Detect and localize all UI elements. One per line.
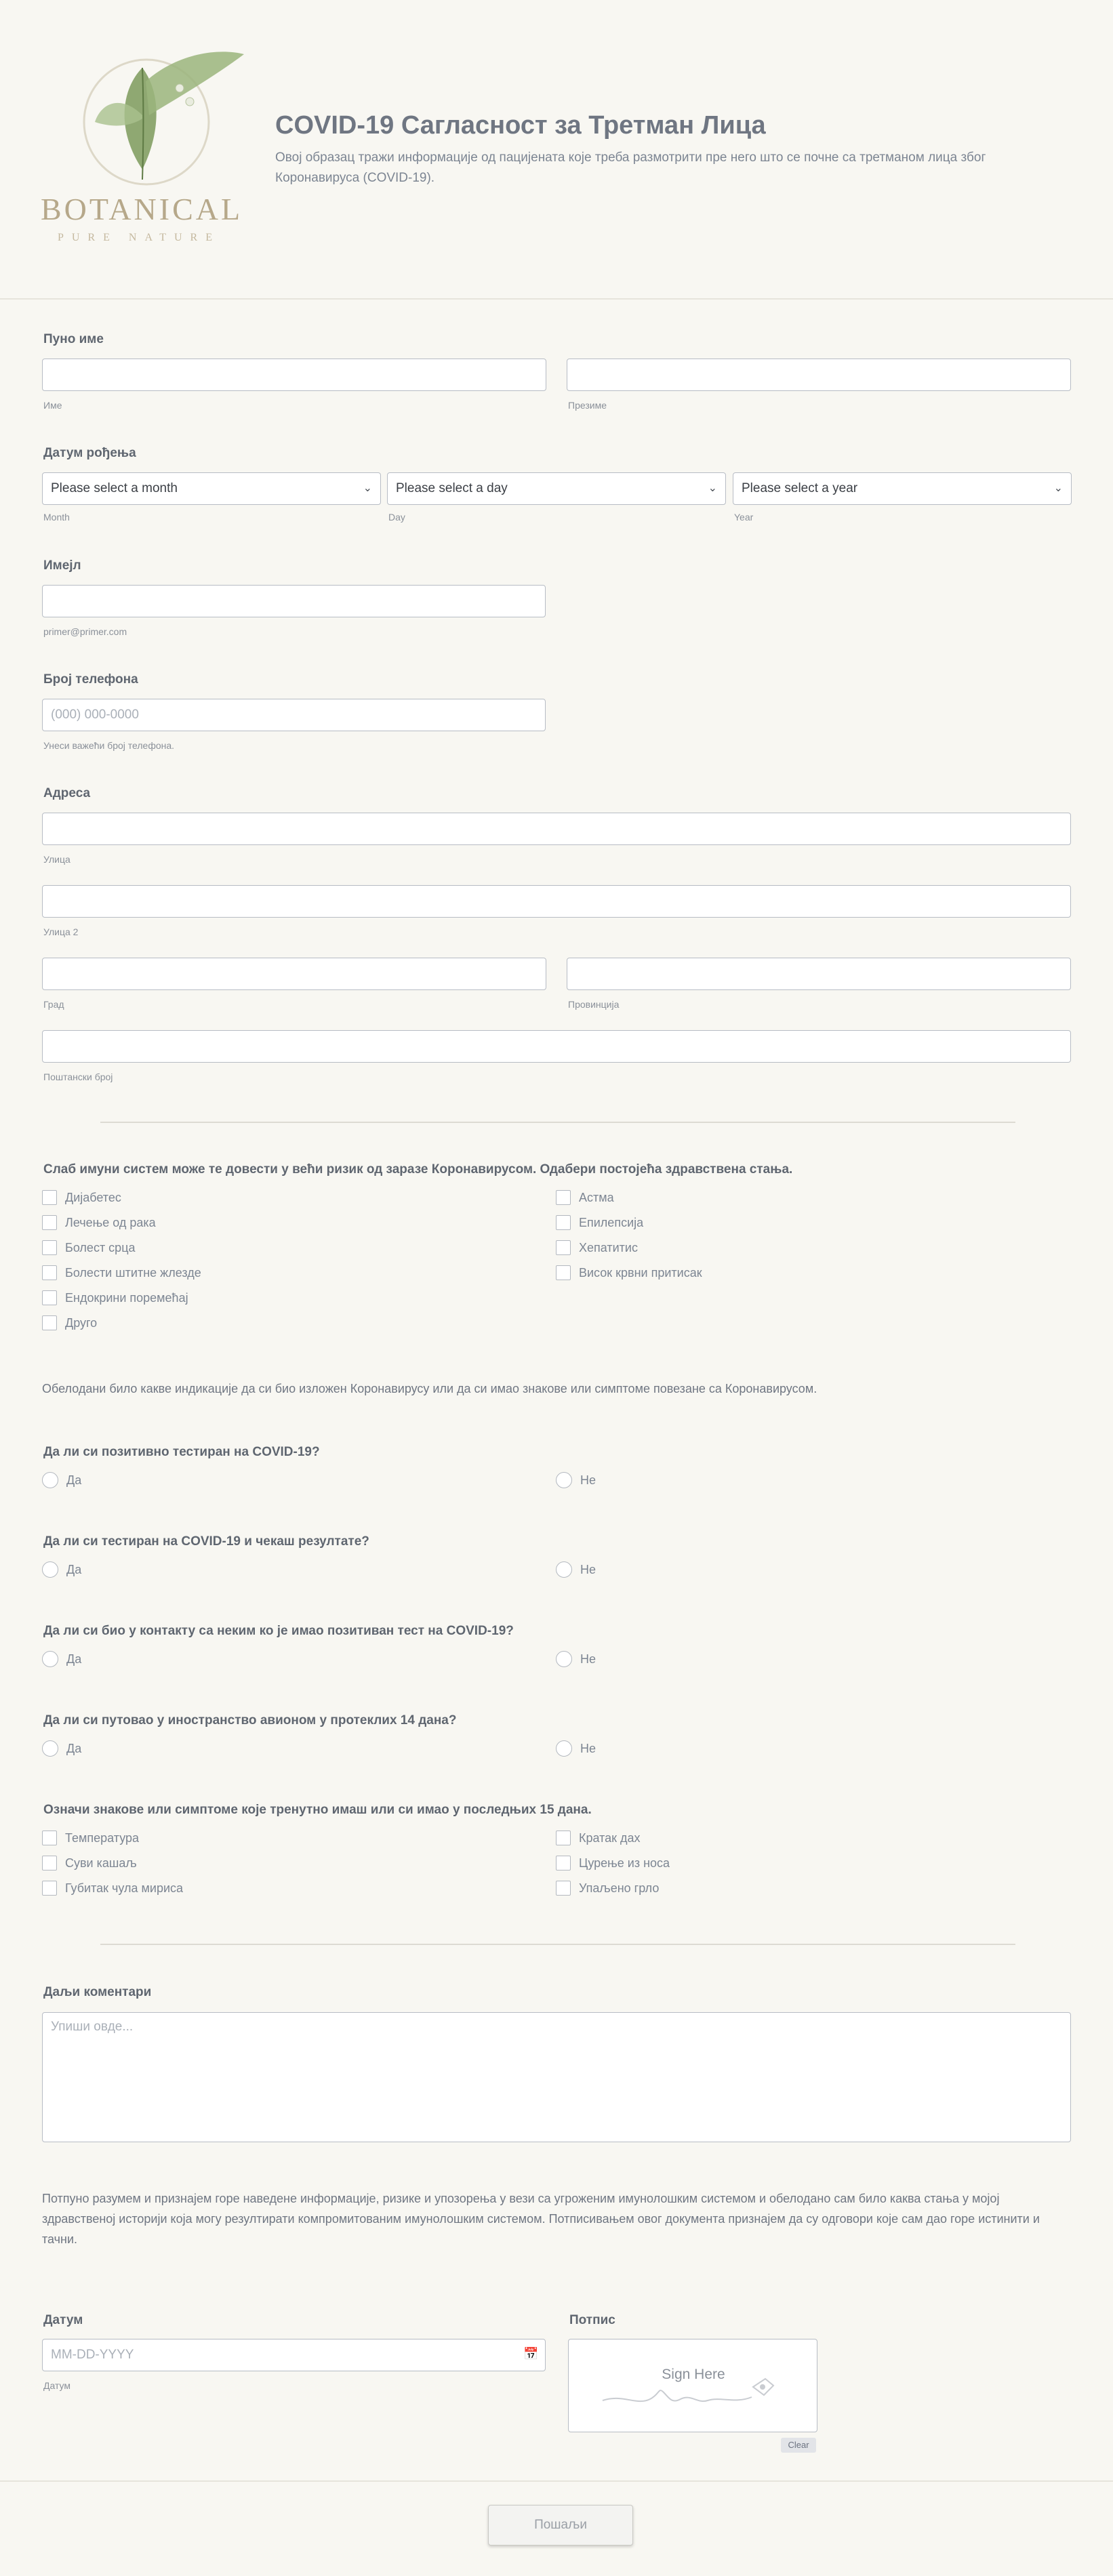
logo-tagline: PURE NATURE <box>57 232 220 243</box>
birth-month-value: Please select a month <box>51 481 178 495</box>
zip-sublabel: Поштански број <box>43 1071 113 1082</box>
checkbox-box[interactable] <box>556 1265 571 1280</box>
symptom-checkbox[interactable] <box>556 1830 641 1846</box>
checkbox-box[interactable] <box>42 1215 57 1230</box>
city-sublabel: Град <box>43 999 64 1010</box>
city-input[interactable] <box>42 958 546 990</box>
birth-year-select[interactable] <box>733 472 1072 505</box>
radio-no[interactable] <box>556 1740 596 1757</box>
phone-input[interactable] <box>42 699 546 731</box>
condition-checkbox[interactable] <box>556 1240 638 1256</box>
radio-label: Да <box>66 1562 82 1576</box>
first-name-sublabel: Име <box>43 400 62 411</box>
checkbox-box[interactable] <box>556 1881 571 1896</box>
last-name-sublabel: Презиме <box>568 400 607 411</box>
symptom-label: Кратак дах <box>579 1831 641 1845</box>
checkbox-box[interactable] <box>556 1831 571 1845</box>
zip-input[interactable] <box>42 1030 1071 1063</box>
radio-circle[interactable] <box>42 1561 58 1578</box>
birth-day-select[interactable] <box>387 472 726 505</box>
form-title: COVID-19 Сагласност за Третман Лица <box>275 111 766 140</box>
condition-checkbox[interactable] <box>556 1214 643 1231</box>
section-divider <box>100 1122 1015 1123</box>
calendar-icon[interactable]: 📅 <box>523 2347 539 2360</box>
condition-checkbox[interactable] <box>42 1315 97 1331</box>
condition-checkbox[interactable] <box>556 1265 702 1281</box>
radio-label: Не <box>580 1562 596 1576</box>
radio-circle[interactable] <box>42 1740 58 1757</box>
condition-label: Дијабетес <box>65 1190 121 1204</box>
radio-circle[interactable] <box>556 1561 572 1578</box>
address-label: Адреса <box>43 786 91 800</box>
radio-yes[interactable] <box>42 1561 81 1578</box>
condition-label: Друго <box>65 1315 98 1330</box>
birth-date-label: Датум рођења <box>43 446 136 460</box>
province-input[interactable] <box>567 958 1071 990</box>
leaf-logo-icon <box>41 41 258 197</box>
radio-yes[interactable] <box>42 1471 81 1489</box>
last-name-input[interactable] <box>567 359 1071 391</box>
yes-no-question: Да ли си био у контакту са неким ко је имао позитиван тест на COVID-19? <box>43 1624 514 1638</box>
yes-no-question: Да ли си тестиран на COVID-19 и чекаш резултате? <box>43 1534 369 1549</box>
condition-label: Лечење од рака <box>65 1215 156 1229</box>
date-label: Датум <box>43 2313 83 2327</box>
radio-label: Не <box>580 1741 596 1755</box>
condition-label: Хепатитис <box>579 1240 638 1254</box>
footer-divider <box>0 2480 1113 2482</box>
birth-month-select[interactable] <box>42 472 381 505</box>
checkbox-box[interactable] <box>42 1831 57 1845</box>
birth-month-sublabel: Month <box>43 512 70 523</box>
condition-checkbox[interactable] <box>42 1290 188 1306</box>
radio-circle[interactable] <box>556 1740 572 1757</box>
condition-checkbox[interactable] <box>42 1189 121 1206</box>
comments-textarea[interactable] <box>42 2012 1071 2142</box>
birth-day-sublabel: Day <box>388 512 405 523</box>
yes-no-question: Да ли си путовао у иностранство авионом у протеклих 14 дана? <box>43 1713 457 1727</box>
radio-label: Не <box>580 1652 596 1666</box>
date-input[interactable] <box>42 2339 546 2371</box>
sign-here-text: Sign Here <box>662 2367 725 2382</box>
form-subtitle: Овој образац тражи информације од пацијената које треба размотрити пре него што се почне са третманом лица због Коронавируса (COVID-19). <box>275 150 986 185</box>
condition-label: Висок крвни притисак <box>579 1265 702 1280</box>
condition-checkbox[interactable] <box>556 1189 614 1206</box>
botanical-logo <box>41 41 258 258</box>
checkbox-box[interactable] <box>42 1290 57 1305</box>
birth-day-value: Please select a day <box>396 481 508 495</box>
province-sublabel: Провинција <box>568 999 620 1010</box>
symptom-label: Цурење из носа <box>579 1856 670 1870</box>
exposure-note: Обелодани било какве индикације да си био изложен Коронавирусу или да си имао знакове или симптоме повезане са Коронавирусом. <box>42 1382 817 1395</box>
email-sublabel: primer@primer.com <box>43 626 127 637</box>
symptom-label: Упаљено грло <box>579 1881 660 1895</box>
radio-no[interactable] <box>556 1650 596 1668</box>
email-input[interactable] <box>42 585 546 617</box>
radio-label: Да <box>66 1741 82 1755</box>
symptom-checkbox[interactable] <box>42 1830 139 1846</box>
chevron-down-icon: ⌄ <box>1053 483 1063 494</box>
symptom-checkbox[interactable] <box>556 1880 659 1896</box>
street2-input[interactable] <box>42 885 1071 918</box>
checkbox-box[interactable] <box>42 1856 57 1870</box>
street2-sublabel: Улица 2 <box>43 926 79 937</box>
conditions-question: Слаб имуни систем може те довести у већи ризик од заразе Коронавирусом. Одабери постојећа здравствена стања. <box>43 1162 793 1177</box>
chevron-down-icon: ⌄ <box>363 483 372 494</box>
radio-circle[interactable] <box>556 1472 572 1488</box>
date-sublabel: Датум <box>43 2380 70 2391</box>
section-divider <box>100 1944 1015 1945</box>
phone-label: Број телефона <box>43 672 138 687</box>
checkbox-box[interactable] <box>556 1856 571 1870</box>
symptom-checkbox[interactable] <box>42 1855 137 1871</box>
street-sublabel: Улица <box>43 854 70 865</box>
checkbox-box[interactable] <box>556 1215 571 1230</box>
symptom-label: Губитак чула мириса <box>65 1881 184 1895</box>
radio-circle[interactable] <box>42 1472 58 1488</box>
clear-signature-button[interactable]: Clear <box>781 2438 816 2453</box>
radio-label: Да <box>66 1473 82 1487</box>
radio-label: Не <box>580 1473 596 1487</box>
logo-wordmark: BOTANICAL <box>41 192 243 226</box>
condition-label: Ендокрини поремећај <box>65 1290 188 1305</box>
birth-year-value: Please select a year <box>742 481 858 495</box>
condition-label: Болести штитне жлезде <box>65 1265 201 1280</box>
radio-no[interactable] <box>556 1561 596 1578</box>
condition-label: Болест срца <box>65 1240 136 1254</box>
symptom-label: Температура <box>65 1831 140 1845</box>
checkbox-box[interactable] <box>556 1190 571 1205</box>
radio-yes[interactable] <box>42 1740 81 1757</box>
symptom-label: Суви кашаљ <box>65 1856 137 1870</box>
email-label: Имејл <box>43 558 81 573</box>
signature-scribble-icon <box>596 2367 799 2414</box>
checkbox-box[interactable] <box>42 1315 57 1330</box>
condition-checkbox[interactable] <box>42 1265 201 1281</box>
condition-checkbox[interactable] <box>42 1240 136 1256</box>
birth-year-sublabel: Year <box>734 512 754 523</box>
checkbox-box[interactable] <box>42 1240 57 1255</box>
consent-note: Потпуно разумем и признајем горе наведене информације, ризике и упозорења у вези са угроженим имунолошким системом и обелодано сам било каква стања у мојој здравственој историји која могу резултирати компромитованим имунолошким системом. Потписивањем овог документа признајем да су одговори које сам дао горе истинити и тачни. <box>42 2192 1040 2246</box>
radio-no[interactable] <box>556 1471 596 1489</box>
form-header <box>0 0 1113 300</box>
submit-button[interactable]: Пошаљи <box>488 2505 633 2546</box>
first-name-input[interactable] <box>42 359 546 391</box>
condition-checkbox[interactable] <box>42 1214 156 1231</box>
radio-circle[interactable] <box>556 1651 572 1667</box>
signature-pad[interactable] <box>568 2339 817 2432</box>
chevron-down-icon: ⌄ <box>708 483 717 494</box>
symptom-checkbox[interactable] <box>556 1855 670 1871</box>
full-name-label: Пуно име <box>43 332 104 346</box>
checkbox-box[interactable] <box>42 1265 57 1280</box>
checkbox-box[interactable] <box>556 1240 571 1255</box>
checkbox-box[interactable] <box>42 1881 57 1896</box>
yes-no-question: Да ли си позитивно тестиран на COVID-19? <box>43 1445 320 1459</box>
checkbox-box[interactable] <box>42 1190 57 1205</box>
symptom-checkbox[interactable] <box>42 1880 183 1896</box>
comments-label: Даљи коментари <box>43 1985 152 1999</box>
condition-label: Епилепсија <box>579 1215 644 1229</box>
condition-label: Астма <box>579 1190 614 1204</box>
radio-label: Да <box>66 1652 82 1666</box>
phone-sublabel: Унеси важећи број телефона. <box>43 740 175 751</box>
street-input[interactable] <box>42 813 1071 845</box>
radio-circle[interactable] <box>42 1651 58 1667</box>
signature-label: Потпис <box>569 2313 615 2327</box>
radio-yes[interactable] <box>42 1650 81 1668</box>
symptoms-question: Означи знакове или симптоме које тренутно имаш или си имао у последњих 15 дана. <box>43 1803 592 1817</box>
